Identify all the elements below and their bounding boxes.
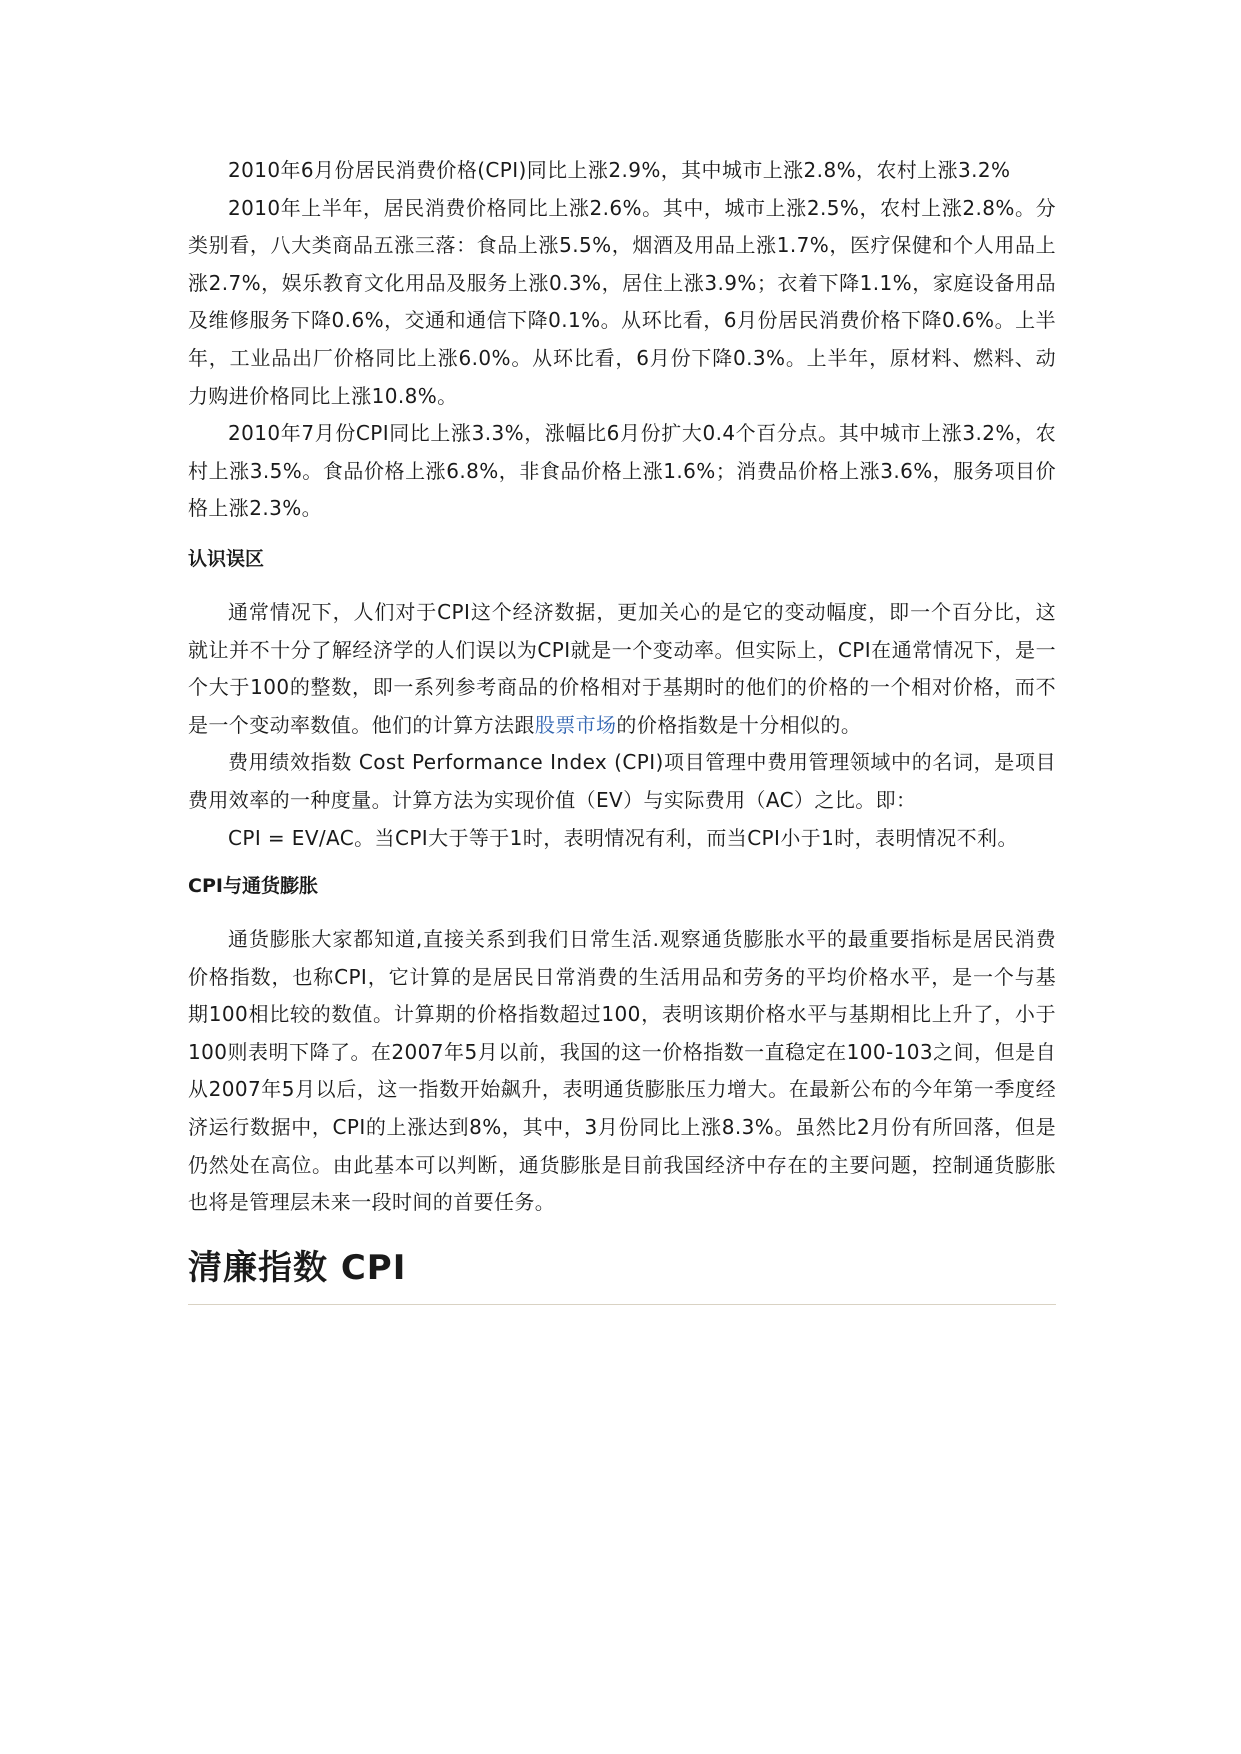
paragraph-cpi-july-2010: 2010年7月份CPI同比上涨3.3%，涨幅比6月份扩大0.4个百分点。其中城市上涨3.2%，农村上涨3.5%。食品价格上涨6.8%，非食品价格上涨1.6%；消费品价格上涨3.6%，服务项目价格上涨2.3%。 [188, 421, 1056, 521]
paragraph-misconception [188, 594, 1056, 744]
paragraph-cost-performance-index: 费用绩效指数 Cost Performance Index (CPI)项目管理中费用管理领域中的名词，是项目费用效率的一种度量。计算方法为实现价值（EV）与实际费用（AC）之比。即： [188, 750, 1056, 812]
section-divider [188, 1304, 1056, 1305]
paragraph-inflation: 通货膨胀大家都知道,直接关系到我们日常生活.观察通货膨胀水平的最重要指标是居民消费价格指数，也称CPI，它计算的是居民日常消费的生活用品和劳务的平均价格水平，是一个与基期100相比较的数值。计算期的价格指数超过100，表明该期价格水平与基期相比上升了，小于100则表明下降了。在2007年5月以前，我国的这一价格指数一直稳定在100-103之间，但是自从2007年5月以后，这一指数开始飙升，表明通货膨胀压力增大。在最新公布的今年第一季度经济运行数据中，CPI的上涨达到8%，其中，3月份同比上涨8.3%。虽然比2月份有所回落，但是仍然处在高位。由此基本可以判断，通货膨胀是目前我国经济中存在的主要问题，控制通货膨胀也将是管理层未来一段时间的首要任务。 [188, 927, 1056, 1215]
section-heading-misconception: 认识误区 [188, 547, 265, 570]
stock-market-link[interactable]: 股票市场 [534, 712, 617, 737]
section-heading-inflation: CPI与通货膨胀 [188, 875, 318, 898]
document-body [188, 152, 1056, 1305]
paragraph-misconception-text-1: 通常情况下，人们对于CPI这个经济数据，更加关心的是它的变动幅度，即一个百分比，这就让并不十分了解经济学的人们误以为CPI就是一个变动率。但实际上，CPI在通常情况下，是一个大于100的整数，即一系列参考商品的价格相对于基期时的他们的价格的一个相对价格，而不是一个变动率数值。他们的计算方法跟 [188, 599, 1056, 737]
paragraph-cpi-first-half-2010: 2010年上半年，居民消费价格同比上涨2.6%。其中，城市上涨2.5%，农村上涨2.8%。分类别看，八大类商品五涨三落：食品上涨5.5%，烟酒及用品上涨1.7%，医疗保健和个人用品上涨2.7%，娱乐教育文化用品及服务上涨0.3%，居住上涨3.9%；衣着下降1.1%，家庭设备用品及维修服务下降0.6%，交通和通信下降0.1%。从环比看，6月份居民消费价格下降0.6%。上半年，工业品出厂价格同比上涨6.0%。从环比看，6月份下降0.3%。上半年，原材料、燃料、动力购进价格同比上涨10.8%。 [188, 195, 1056, 408]
paragraph-cpi-formula: CPI = EV/AC。当CPI大于等于1时，表明情况有利，而当CPI小于1时，表明情况不利。 [228, 825, 1018, 850]
section-heading-corruption-index: 清廉指数 CPI [188, 1247, 407, 1288]
paragraph-cpi-june-2010: 2010年6月份居民消费价格(CPI)同比上涨2.9%，其中城市上涨2.8%，农村上涨3.2% [228, 158, 1011, 182]
paragraph-misconception-text-2: 的价格指数是十分相似的。 [616, 712, 862, 737]
